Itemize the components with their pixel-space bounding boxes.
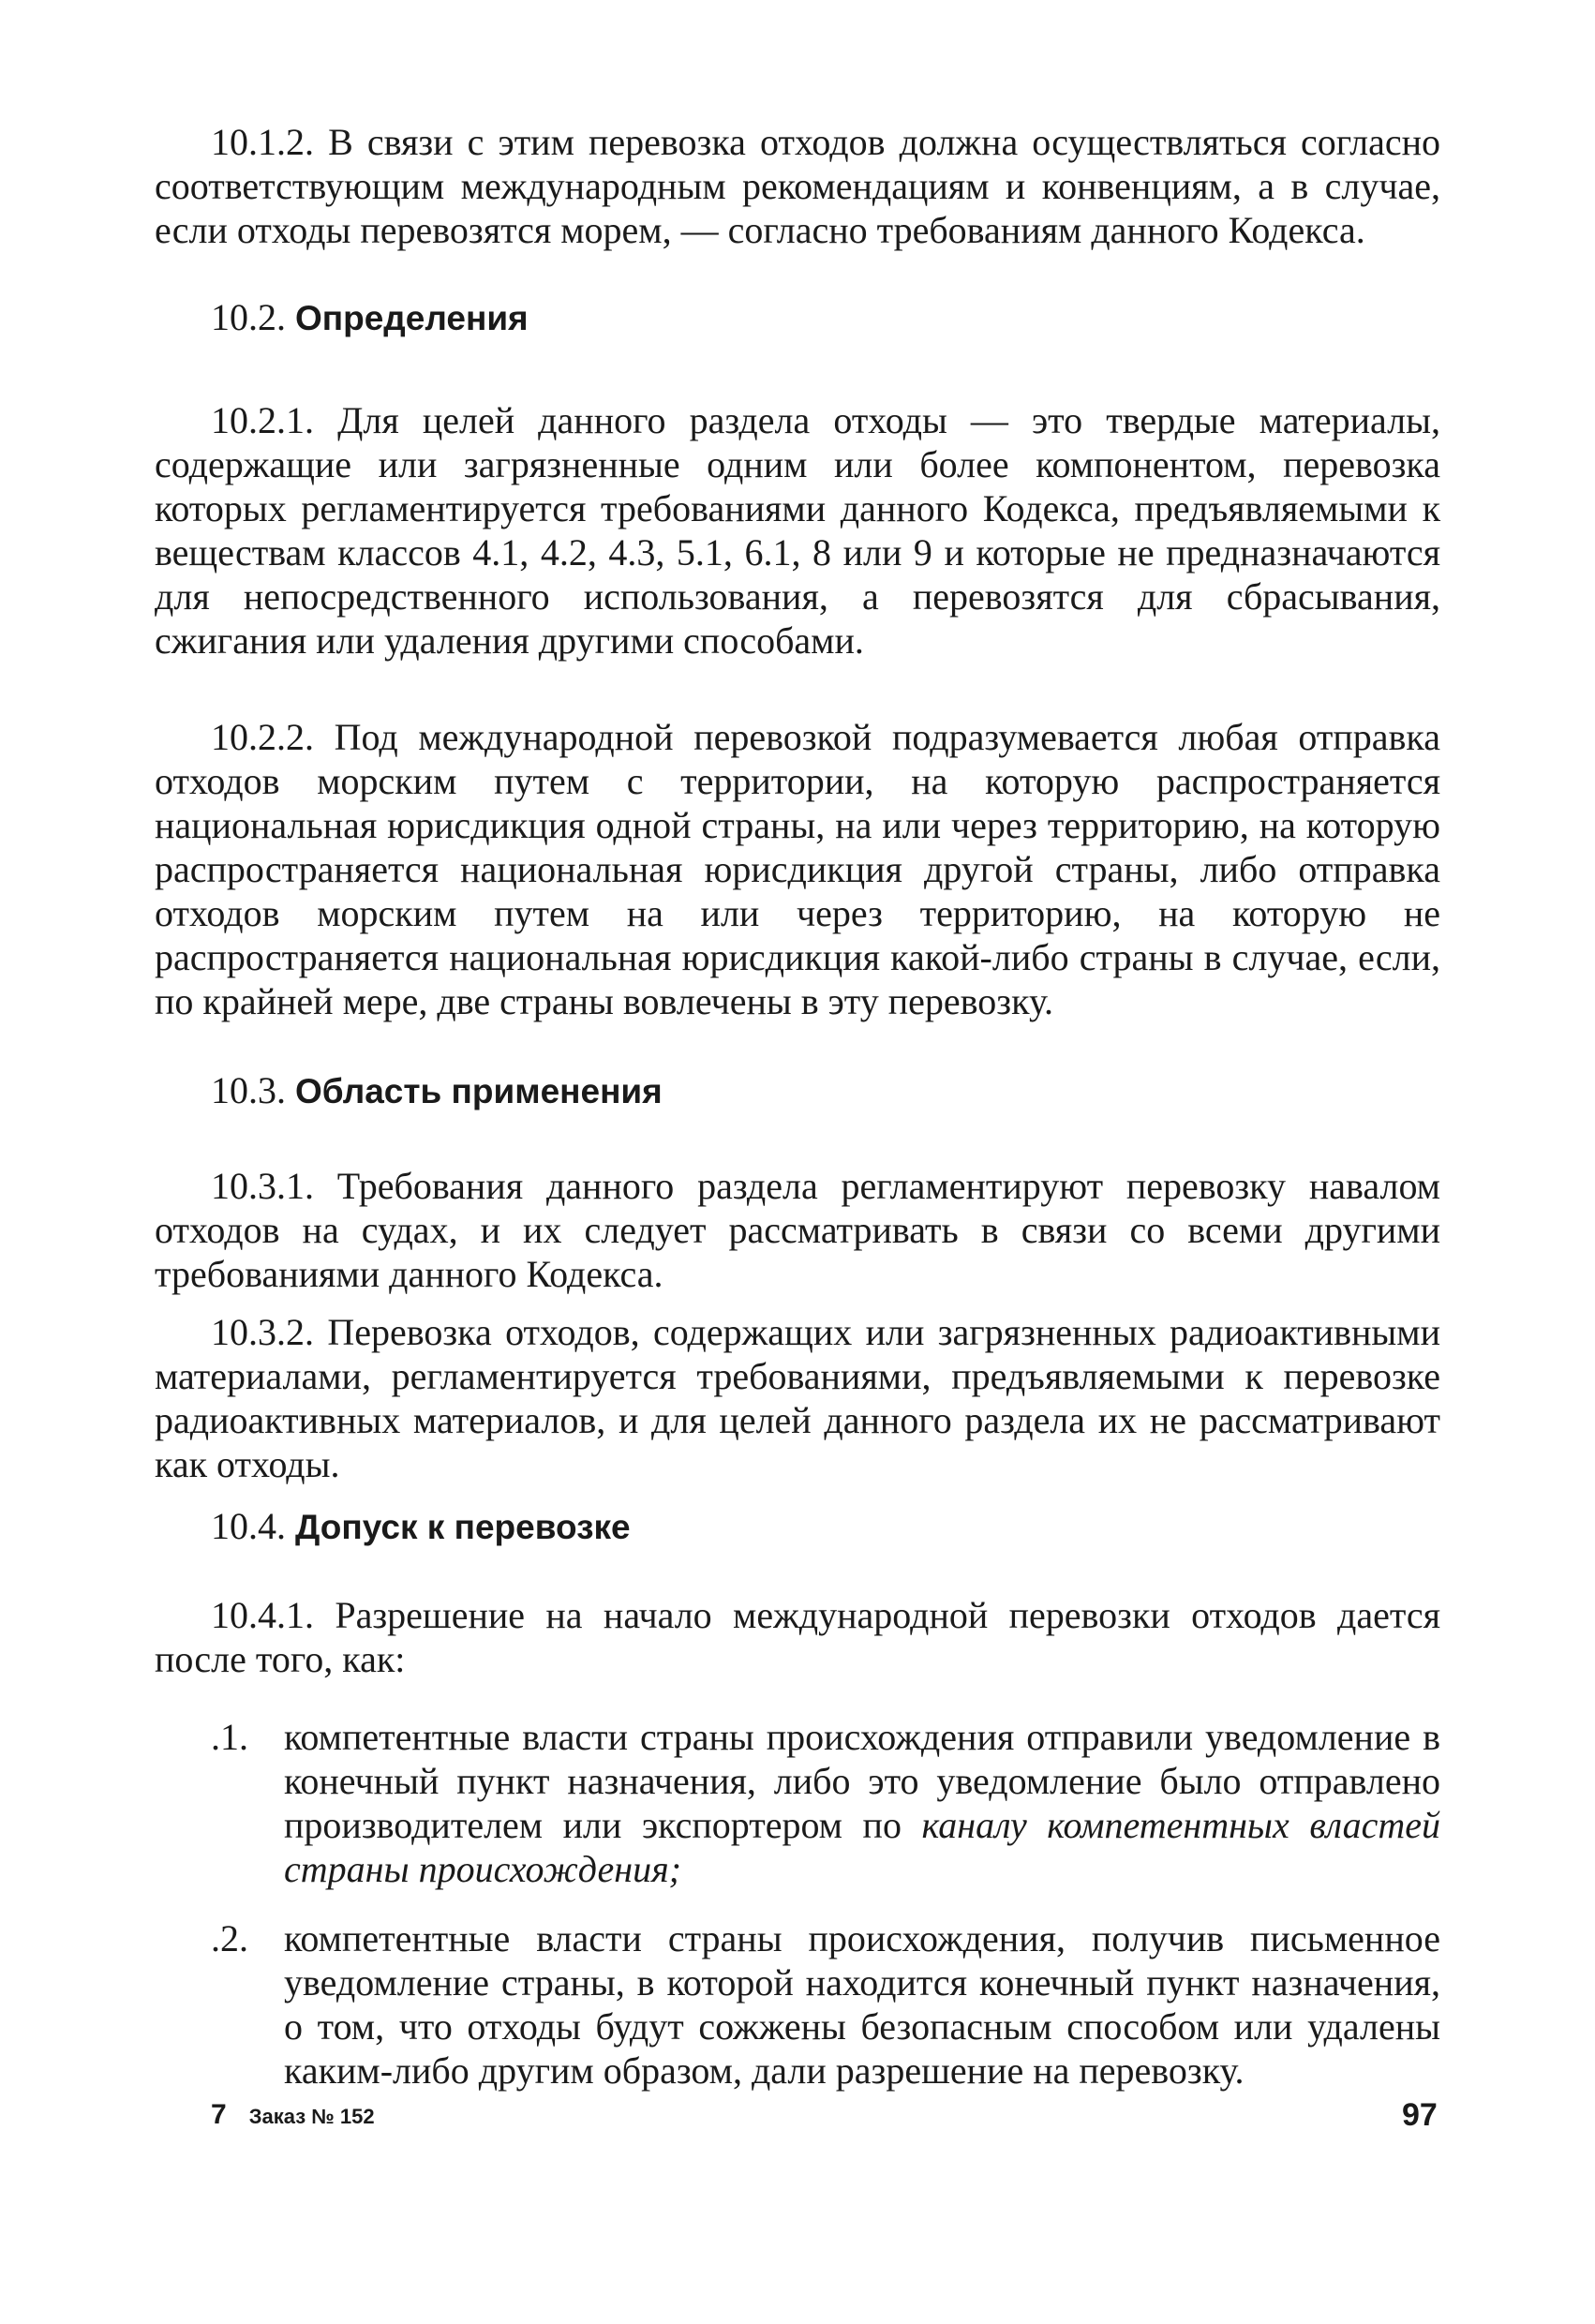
paragraph-10-2-2: 10.2.2. Под международной перевозкой подразумевается любая отправка отходов морским путем с территории, на которую распространяется национальная юрисдикция одной страны, на или через территорию, на которую распространяется национальная юрисдикция другой страны, либо отправка отходов морским путем на или через территорию, на которую не распространяется национальная юрисдикция какой-либо страны в случае, если, по крайней мере, две страны вовлечены в эту перевозку. xyxy=(155,716,1440,1022)
list-item-text-italic: каналу компетентных властей страны происхождения; xyxy=(284,1804,1441,1890)
list-item xyxy=(211,1916,1440,2093)
order-number: Заказ № 152 xyxy=(248,2105,375,2128)
section-title: Определения xyxy=(295,299,529,337)
list-marker: .1. xyxy=(211,1716,248,1758)
paragraph-10-4-1: 10.4.1. Разрешение на начало международной перевозки отходов дается после того, как: xyxy=(155,1594,1440,1680)
paragraph-10-3-1: 10.3.1. Требования данного раздела регламентируют перевозку навалом отходов на судах, и их следует рассматривать в связи со всеми другими требованиями данного Кодекса. xyxy=(155,1165,1440,1295)
paragraph-10-3-2: 10.3.2. Перевозка отходов, содержащих или загрязненных радиоактивными материалами, регламентируется требованиями, предъявляемыми к перевозке радиоактивных материалов, и для целей данного раздела их не рассматривают как отходы. xyxy=(155,1311,1440,1485)
paragraph-10-2-1: 10.2.1. Для целей данного раздела отходы — это твердые материалы, содержащие или загрязненные одним или более компонентом, перевозка которых регламентируется требованиями данного Кодекса, предъявляемыми к веществам классов 4.1, 4.2, 4.3, 5.1, 6.1, 8 или 9 и которые не предназначаются для непосредственного использования, а перевозятся для сбрасывания, сжигания или удаления другими способами. xyxy=(155,399,1440,662)
list-marker: .2. xyxy=(211,1917,248,1959)
section-title: Допуск к перевозке xyxy=(295,1508,631,1546)
page-number: 97 xyxy=(1402,2097,1438,2133)
section-heading-10-4 xyxy=(211,1504,631,1549)
footer-signature xyxy=(211,2099,375,2133)
signature-number: 7 xyxy=(211,2099,227,2130)
list-item-text xyxy=(284,1715,1440,1891)
list-item-text-plain: компетентные власти страны происхождения, получив письменное уведомление страны, в которой находится конечный пункт назначения, о том, что отходы будут сожжены безопасным способом или удалены каким-либо другим образом, дали разрешение на перевозку. xyxy=(284,1917,1440,2092)
section-title: Область применения xyxy=(295,1072,663,1110)
section-heading-10-3 xyxy=(211,1068,663,1113)
section-number: 10.3. xyxy=(211,1069,286,1111)
section-heading-10-2 xyxy=(211,295,529,340)
section-number: 10.4. xyxy=(211,1505,286,1547)
list-item-text-plain: компетентные власти страны происхождения отправили уведомление в конечный пункт назначения, либо это уведомление было отправлено производителем или экспортером по xyxy=(284,1716,1440,1846)
list-item-text xyxy=(284,1916,1440,2093)
list-item xyxy=(211,1715,1440,1891)
paragraph-10-1-2: 10.1.2. В связи с этим перевозка отходов должна осуществляться согласно соответствующим международным рекомендациям и конвенциям, а в случае, если отходы перевозятся морем, — согласно требованиям данного Кодекса. xyxy=(155,121,1440,251)
section-number: 10.2. xyxy=(211,296,286,338)
